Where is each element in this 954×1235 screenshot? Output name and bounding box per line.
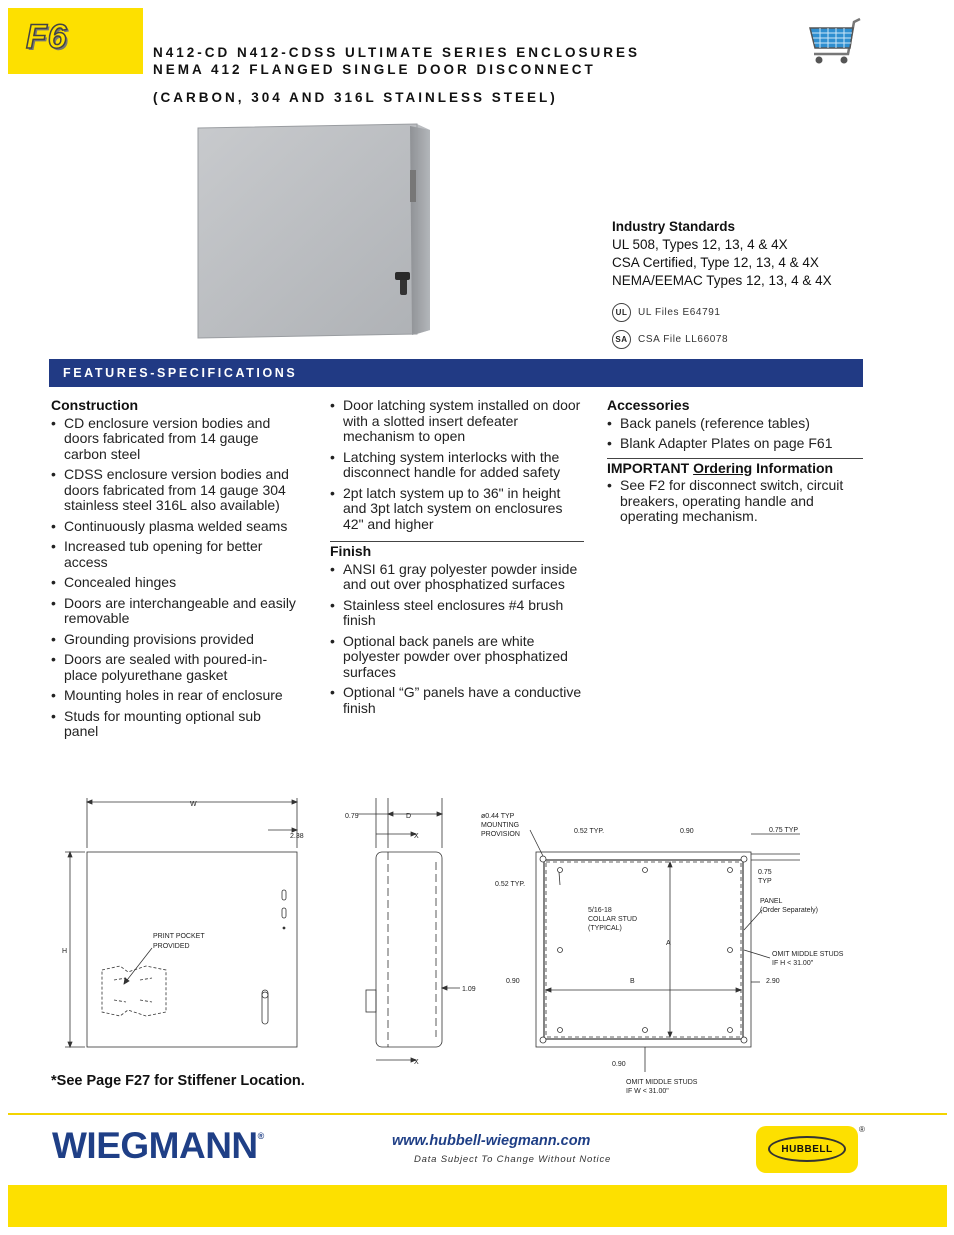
list-item: • Grounding provisions provided [51,632,296,648]
section-x-bottom: X [414,1059,419,1066]
csa-certified-icon: SA [612,330,631,349]
shopping-cart-icon[interactable] [806,16,864,66]
divider [330,541,584,542]
section-x-top: X [414,833,419,840]
mount-label-3: PROVISION [481,831,520,838]
logo-reg: ® [257,1131,264,1141]
standard-item: UL 508, Types 12, 13, 4 & 4X [612,237,788,252]
optional-label: Optional [343,684,396,700]
ordering-heading [607,461,863,477]
dim-0-90-bottom: 0.90 [612,1061,626,1068]
ordering-word-important: IMPORTANT [607,459,690,476]
hubbell-text: HUBBELL [781,1143,833,1155]
dim-2-38: 2.38 [290,833,304,840]
enclosure-photo [192,120,437,345]
front-view [65,798,297,1047]
standard-item: CSA Certified, Type 12, 13, 4 & 4X [612,255,819,270]
list-item: • Stainless steel enclosures #4 brush finish [330,598,584,629]
dim-b: B [630,978,635,985]
accessories-heading: Accessories [607,397,690,413]
ordering-word-ordering: Ordering [693,459,753,476]
disclaimer: Data Subject To Change Without Notice [414,1154,612,1165]
list-item: • CD enclosure version bodies and doors fabricated from 14 gauge carbon steel [51,416,296,463]
list-item [330,634,584,681]
omit-w-1: OMIT MIDDLE STUDS [626,1079,698,1086]
hubbell-emblem [768,1136,846,1162]
print-pocket-1: PRINT POCKET [153,933,205,940]
title-line-1: N412-CD N412-CDSS ULTIMATE SERIES ENCLOSURES [153,45,641,60]
list-item: • See F2 for disconnect switch, circuit breakers, operating handle and operating mechanism. [607,478,863,525]
list-item: • Continuously plasma welded seams [51,519,296,535]
title-line-2: NEMA 412 FLANGED SINGLE DOOR DISCONNECT [153,62,596,77]
list-item: • Back panels (reference tables) [607,416,863,432]
latching-list [330,398,584,532]
omit-w-2: IF W < 31.00" [626,1088,669,1095]
logo-text: WIEGMANN [52,1125,258,1166]
page-tab [8,8,143,74]
construction-heading: Construction [51,397,139,413]
ul-file-text: UL Files E64791 [638,307,721,318]
finish-heading: Finish [330,543,372,559]
standards-heading: Industry Standards [612,219,736,234]
list-item: • CDSS enclosure version bodies and doors fabricated from 14 gauge 304 stainless steel 316L also available) [51,467,296,514]
dim-0-52-typ-b: 0.52 TYP. [495,881,526,888]
hubbell-reg: ® [859,1125,865,1134]
construction-column [51,398,296,745]
stud-label-3: (TYPICAL) [588,925,622,932]
list-item: • Mounting holes in rear of enclosure [51,688,296,704]
technical-drawings [40,790,860,1105]
finish-list [330,562,584,717]
features-bar [49,359,863,387]
list-item: • Concealed hinges [51,575,296,591]
wiegmann-logo [52,1125,264,1167]
panel-label-2: (Order Separately) [760,907,818,914]
dim-a: A [666,940,671,947]
list-item: • Door latching system installed on door with a slotted insert defeater mechanism to open [330,398,584,445]
optional-text: “G” panels have a conductive finish [343,684,582,716]
accessories-column [607,398,863,530]
back-view [530,830,800,1072]
dim-h: H [62,948,68,955]
optional-text: back panels are white polyester powder over phosphatized surfaces [343,632,568,680]
list-item: • Latching system interlocks with the disconnect handle for added safety [330,450,584,481]
divider [607,458,863,459]
drawing-text [62,801,844,1095]
mount-label-1: ø0.44 TYP [481,813,515,820]
standard-item: NEMA/EEMAC Types 12, 13, 4 & 4X [612,273,832,288]
list-item [330,685,584,716]
bottom-band [8,1185,947,1227]
title-block [153,44,640,78]
website-link[interactable]: www.hubbell-wiegmann.com [392,1133,591,1149]
stud-label-1: 5/16-18 [588,907,612,914]
omit-h-2: IF H < 31.00" [772,960,814,967]
dim-0-79: 0.79 [345,813,359,820]
dim-1-09: 1.09 [462,986,476,993]
accessories-list [607,416,863,452]
title-line-3: (CARBON, 304 AND 316L STAINLESS STEEL) [153,90,558,105]
list-item: • Doors are interchangeable and easily removable [51,596,296,627]
csa-cert-row [612,330,728,349]
dim-typ: TYP [758,878,772,885]
list-item: • Doors are sealed with poured-in-place polyurethane gasket [51,652,296,683]
hubbell-logo [756,1126,858,1173]
dim-0-90-left: 0.90 [506,978,520,985]
dim-0-90: 0.90 [680,828,694,835]
ordering-list [607,478,863,525]
optional-label: Optional [343,632,396,649]
latching-finish-column [330,398,584,721]
mount-label-2: MOUNTING [481,822,520,829]
dim-2-90: 2.90 [766,978,780,985]
list-item: • Blank Adapter Plates on page F61 [607,436,863,452]
list-item: • Studs for mounting optional sub panel [51,709,296,740]
omit-h-1: OMIT MIDDLE STUDS [772,951,844,958]
csa-file-text: CSA File LL66078 [638,334,729,345]
ul-listed-icon: UL [612,303,631,322]
ul-cert-row [612,303,721,322]
dim-0-75-typ: 0.75 TYP [769,827,799,834]
features-heading: FEATURES-SPECIFICATIONS [63,366,298,380]
side-view [358,798,460,1062]
list-item: • Increased tub opening for better access [51,539,296,570]
ordering-word-information: Information [756,459,834,476]
dim-0-52-typ: 0.52 TYP. [574,828,605,835]
dim-w: W [190,801,197,808]
industry-standards [612,218,832,290]
footer-rule [8,1113,947,1115]
print-pocket-2: PROVIDED [153,943,190,950]
stud-label-2: COLLAR STUD [588,916,638,923]
page-number: F6 [26,18,68,56]
panel-label-1: PANEL [760,898,783,905]
list-item: • 2pt latch system up to 36" in height and 3pt latch system on enclosures 42" and higher [330,486,584,533]
construction-list [51,416,296,740]
dim-0-75: 0.75 [758,869,772,876]
stiffener-note: *See Page F27 for Stiffener Location. [51,1073,305,1089]
dim-d: D [406,813,412,820]
list-item: • ANSI 61 gray polyester powder inside and out over phosphatized surfaces [330,562,584,593]
